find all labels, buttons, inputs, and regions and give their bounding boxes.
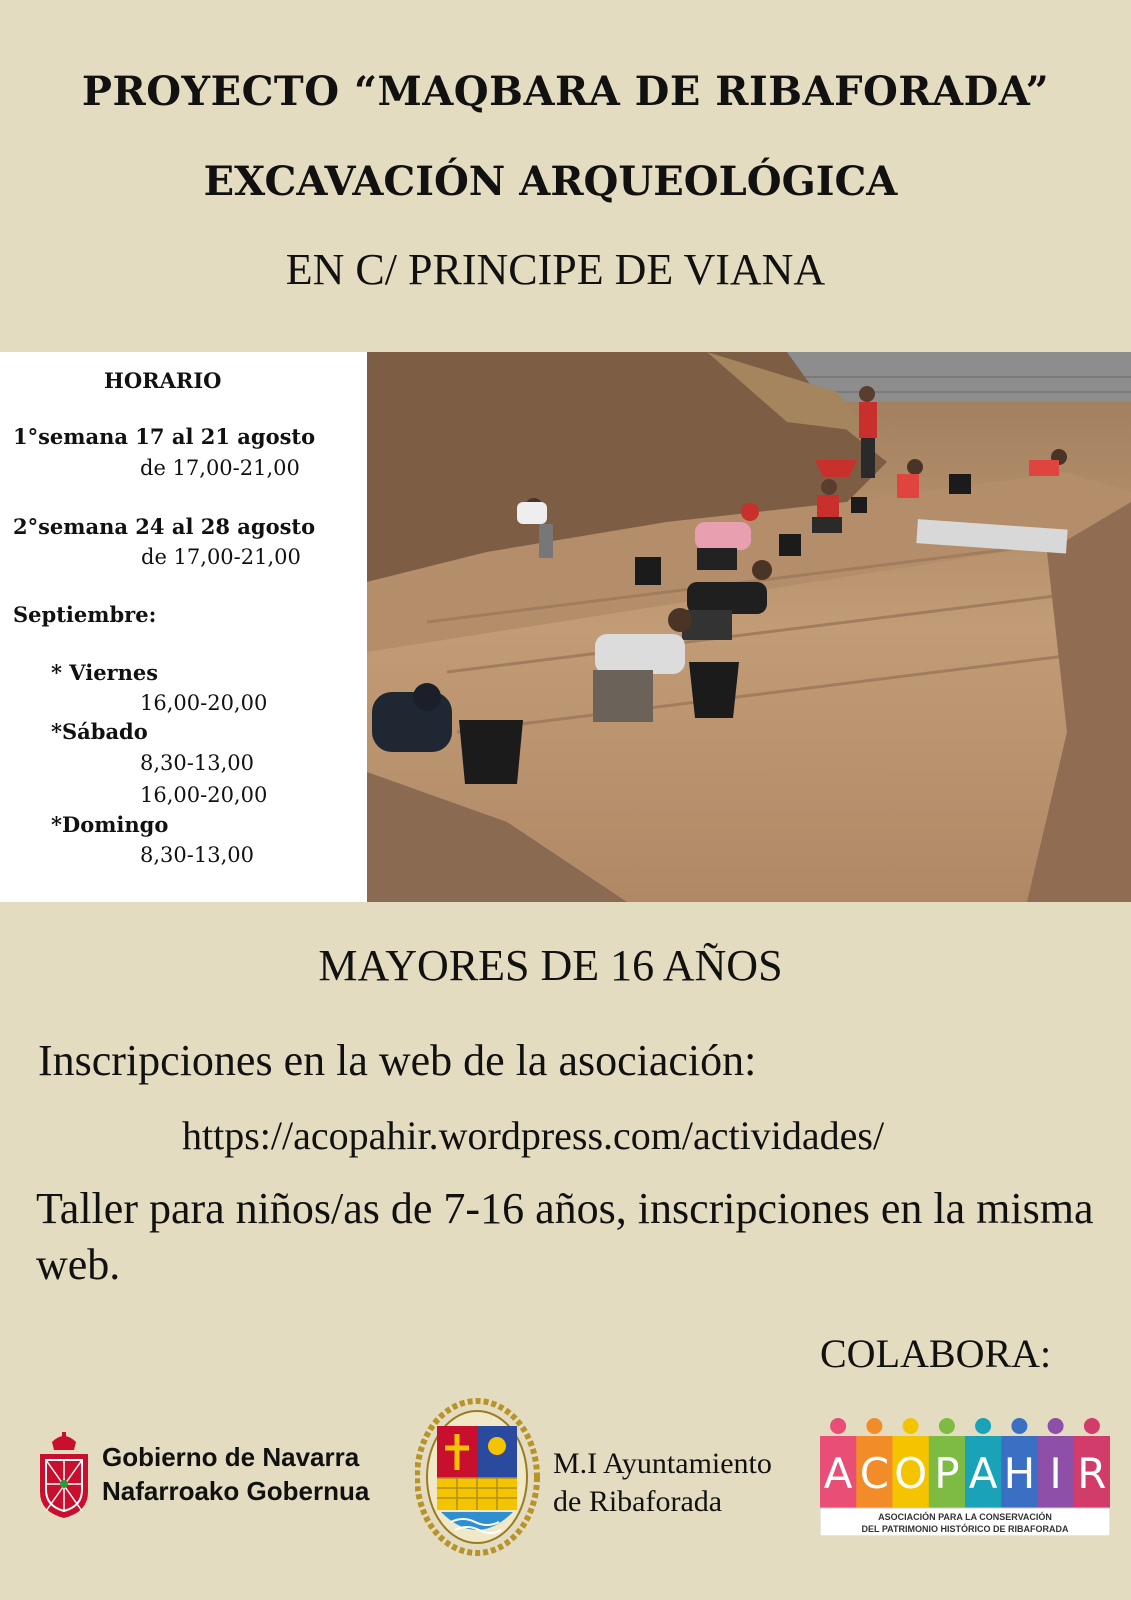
september-label: Septiembre:: [13, 602, 157, 627]
week2-time: de 17,00-21,00: [141, 545, 301, 569]
acopahir-tagline-1: ASOCIACIÓN PARA LA CONSERVACIÓN: [878, 1512, 1052, 1522]
excavation-photo: [367, 352, 1131, 902]
registration-url[interactable]: https://acopahir.wordpress.com/actividades/: [182, 1113, 885, 1158]
acopahir-heritage-icon: [1048, 1418, 1064, 1434]
ayuntamiento-line1: M.I Ayuntamiento: [553, 1447, 772, 1480]
viernes-label: * Viernes: [51, 660, 159, 685]
registration-text: Inscripciones en la web de la asociación:: [38, 1036, 757, 1085]
schedule-heading: HORARIO: [104, 368, 222, 393]
acopahir-letter: C: [859, 1449, 890, 1498]
acopahir-logo: [820, 1410, 1110, 1536]
age-requirement: MAYORES DE 16 AÑOS: [318, 941, 783, 990]
acopahir-letter: R: [1077, 1449, 1107, 1498]
acopahir-tagline-2: DEL PATRIMONIO HISTÓRICO DE RIBAFORADA: [861, 1524, 1069, 1534]
acopahir-letter: A: [968, 1449, 998, 1498]
schedule-panel: [0, 352, 367, 902]
acopahir-heritage-icon: [1084, 1418, 1100, 1434]
viernes-time: 16,00-20,00: [140, 691, 268, 715]
ayuntamiento-text: [553, 1445, 772, 1521]
week1-label: 1°semana 17 al 21 agosto: [13, 424, 316, 449]
page-subtitle: EXCAVACIÓN ARQUEOLÓGICA: [203, 158, 898, 205]
domingo-time: 8,30-13,00: [140, 843, 254, 867]
workshop-text: Taller para niños/as de 7-16 años, inscripciones en la misma web.: [36, 1184, 1094, 1289]
navarra-shield-icon: [38, 1432, 90, 1520]
gobierno-line2: Nafarroako Gobernua: [102, 1476, 370, 1506]
acopahir-letter: I: [1049, 1449, 1062, 1498]
location-text: EN C/ PRINCIPE DE VIANA: [285, 245, 826, 294]
acopahir-letter: O: [894, 1449, 928, 1498]
acopahir-heritage-icon: [830, 1418, 846, 1434]
acopahir-letter: P: [934, 1449, 960, 1498]
acopahir-letter: A: [823, 1449, 853, 1498]
sabado-time-afternoon: 16,00-20,00: [140, 783, 268, 807]
acopahir-letter: H: [1003, 1449, 1036, 1498]
acopahir-heritage-icon: [903, 1418, 919, 1434]
acopahir-heritage-icon: [939, 1418, 955, 1434]
week2-label: 2°semana 24 al 28 agosto: [13, 514, 316, 539]
acopahir-heritage-icon: [866, 1418, 882, 1434]
acopahir-heritage-icon: [1011, 1418, 1027, 1434]
sabado-time-morning: 8,30-13,00: [140, 751, 254, 775]
page-title: PROYECTO “MAQBARA DE RIBAFORADA”: [81, 68, 1050, 115]
ayuntamiento-line2: de Ribaforada: [553, 1485, 723, 1518]
week1-time: de 17,00-21,00: [140, 456, 300, 480]
ribaforada-coat-of-arms: [415, 1398, 540, 1556]
domingo-label: *Domingo: [51, 812, 169, 837]
gobierno-navarra-logo: [38, 1432, 408, 1520]
colabora-label: COLABORA:: [820, 1331, 1052, 1376]
gobierno-line1: Gobierno de Navarra: [102, 1442, 360, 1472]
sabado-label: *Sábado: [51, 719, 148, 744]
acopahir-heritage-icon: [975, 1418, 991, 1434]
